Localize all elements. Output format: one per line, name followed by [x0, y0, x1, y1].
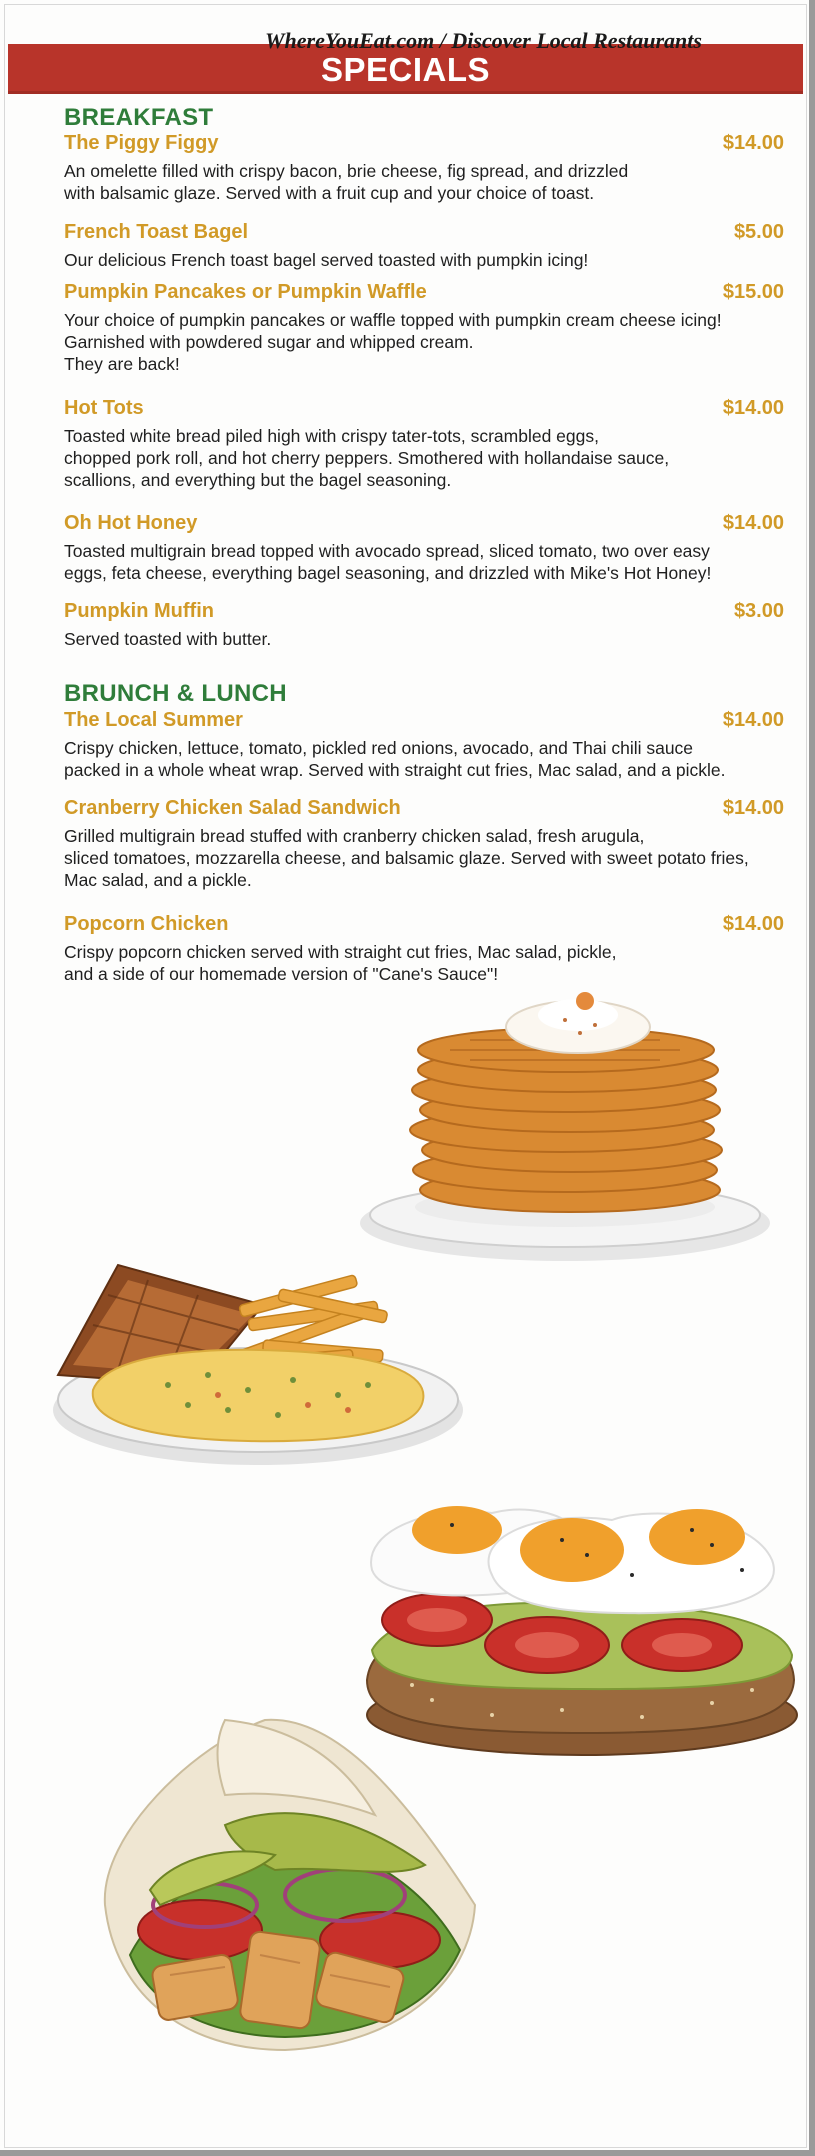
description-line: packed in a whole wheat wrap. Served with straight cut fries, Mac salad, and a pickle. — [64, 760, 726, 780]
description-line: Served toasted with butter. — [64, 629, 272, 649]
banner-title: SPECIALS — [320, 51, 491, 88]
item-name: Oh Hot Honey — [64, 512, 198, 534]
item-name: Pumpkin Pancakes or Pumpkin Waffle — [64, 281, 427, 303]
description-line: Garnished with powdered sugar and whipped cream. — [64, 332, 474, 352]
description-line: Crispy chicken, lettuce, tomato, pickled red onions, avocado, and Thai chili sauce — [64, 738, 694, 758]
description-line: eggs, feta cheese, everything bagel seasoning, and drizzled with Mike's Hot Honey! — [64, 563, 712, 583]
description-line: with balsamic glaze. Served with a fruit cup and your choice of toast. — [64, 183, 595, 203]
item-name: Cranberry Chicken Salad Sandwich — [64, 797, 401, 819]
description-line: They are back! — [64, 354, 180, 374]
item-price: $5.00 — [733, 221, 784, 243]
item-price: $14.00 — [722, 512, 784, 534]
item-description — [64, 540, 711, 584]
item-description — [64, 825, 749, 891]
item-price: $14.00 — [722, 797, 784, 819]
item-price: $3.00 — [733, 600, 784, 622]
item-description — [64, 425, 669, 491]
item-name: The Local Summer — [64, 709, 243, 731]
description-line: Mac salad, and a pickle. — [64, 870, 252, 890]
item-name: Pumpkin Muffin — [64, 600, 214, 622]
item-price: $14.00 — [722, 397, 784, 419]
description-line: scallions, and everything but the bagel seasoning. — [64, 470, 452, 490]
description-line: Grilled multigrain bread stuffed with cranberry chicken salad, fresh arugula, — [64, 826, 645, 846]
item-name: French Toast Bagel — [64, 221, 249, 243]
item-description — [64, 160, 628, 204]
item-price: $14.00 — [722, 913, 784, 935]
item-name: Popcorn Chicken — [64, 913, 229, 935]
description-line: Your choice of pumpkin pancakes or waffle topped with pumpkin cream cheese icing! — [64, 310, 722, 330]
section-title-brunch-lunch: BRUNCH & LUNCH — [64, 680, 287, 707]
description-line: chopped pork roll, and hot cherry peppers. Smothered with hollandaise sauce, — [64, 448, 670, 468]
item-price: $14.00 — [722, 709, 784, 731]
watermark-text: WhereYouEat.com / Discover Local Restaurants — [265, 28, 702, 53]
item-price: $15.00 — [722, 281, 784, 303]
description-line: An omelette filled with crispy bacon, brie cheese, fig spread, and drizzled — [64, 161, 629, 181]
waffle-stack-photo — [340, 975, 790, 1275]
chicken-wrap-photo — [75, 1705, 495, 2065]
omelette-plate-photo — [48, 1235, 468, 1475]
item-description — [64, 249, 588, 271]
item-description — [64, 309, 722, 375]
description-line: Our delicious French toast bagel served toasted with pumpkin icing! — [64, 250, 589, 270]
description-line: and a side of our homemade version of "Cane's Sauce"! — [64, 964, 499, 984]
item-name: Hot Tots — [64, 397, 144, 419]
item-name: The Piggy Figgy — [64, 132, 219, 154]
description-line: sliced tomatoes, mozzarella cheese, and balsamic glaze. Served with sweet potato fries, — [64, 848, 749, 868]
item-description — [64, 737, 725, 781]
item-price: $14.00 — [722, 132, 784, 154]
description-line: Toasted white bread piled high with crispy tater-tots, scrambled eggs, — [64, 426, 599, 446]
item-description — [64, 628, 271, 650]
description-line: Crispy popcorn chicken served with straight cut fries, Mac salad, pickle, — [64, 942, 617, 962]
section-title-breakfast: BREAKFAST — [64, 104, 214, 131]
description-line: Toasted multigrain bread topped with avocado spread, sliced tomato, two over easy — [64, 541, 710, 561]
